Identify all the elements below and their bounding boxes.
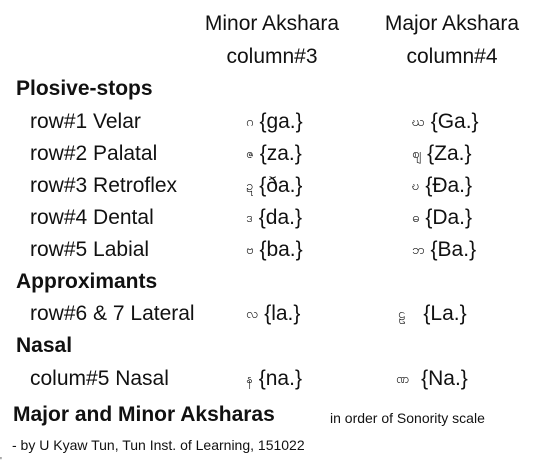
major-cell-dental (412, 206, 472, 230)
row-label-dental: row#4 Dental (30, 206, 154, 229)
minor-text-palatal: {za.} (259, 142, 302, 165)
row-label-retroflex: row#3 Retroflex (30, 174, 178, 197)
major-glyph-velar: ဃ (412, 115, 425, 130)
section-plosive-stops: Plosive-stops (16, 77, 153, 100)
minor-text-dental: {da.} (258, 206, 303, 229)
minor-glyph-retroflex: ဍ (246, 179, 254, 194)
row-label-lateral: row#6 & 7 Lateral (30, 302, 195, 325)
major-text-labial: {Ba.} (430, 238, 477, 261)
major-cell-lateral (398, 302, 467, 326)
minor-text-velar: {ga.} (259, 110, 303, 133)
minor-cell-labial (246, 238, 303, 262)
minor-text-labial: {ba.} (259, 238, 303, 261)
major-cell-retroflex (412, 174, 472, 198)
row-label-nasal: colum#5 Nasal (30, 367, 169, 390)
footer-title: Major and Minor Aksharas (13, 403, 275, 426)
minor-glyph-dental: ဒ (246, 211, 253, 226)
minor-glyph-lateral: လ (246, 307, 259, 322)
row-label-palatal: row#2 Palatal (30, 142, 158, 165)
footer-subtitle: in order of Sonority scale (330, 410, 485, 426)
minor-text-lateral: {la.} (264, 302, 301, 325)
row-label-velar: row#1 Velar (30, 110, 141, 133)
minor-cell-nasal (246, 367, 302, 391)
major-glyph-palatal: ဈ (412, 147, 422, 162)
minor-header-line1: Minor Akshara (204, 12, 340, 35)
footer-credit: - by U Kyaw Tun, Tun Inst. of Learning, 151022 (12, 437, 305, 453)
major-text-lateral: {La.} (423, 302, 467, 325)
minor-cell-retroflex (246, 174, 302, 198)
major-cell-palatal (412, 142, 472, 166)
major-header-line2: column#4 (406, 45, 498, 68)
major-glyph-dental: ဓ (412, 211, 420, 226)
major-text-dental: {Da.} (425, 206, 473, 229)
major-glyph-labial: ဘ (412, 243, 425, 258)
major-glyph-retroflex: ဎ (412, 179, 420, 194)
minor-glyph-velar: ဂ (246, 115, 254, 130)
minor-glyph-nasal: န (246, 372, 253, 387)
minor-cell-palatal (246, 142, 302, 166)
row-label-labial: row#5 Labial (30, 238, 150, 261)
major-cell-labial (412, 238, 476, 262)
minor-cell-dental (246, 206, 302, 230)
minor-cell-lateral (246, 302, 300, 326)
minor-text-retroflex: {ða.} (259, 174, 303, 197)
major-text-palatal: {Za.} (427, 142, 472, 165)
major-cell-velar (412, 110, 479, 134)
major-text-velar: {Ga.} (430, 110, 479, 133)
minor-glyph-labial: ဗ (246, 243, 254, 258)
section-approximants: Approximants (16, 270, 158, 293)
major-glyph-lateral: ဠ (398, 307, 406, 322)
major-header-line1: Major Akshara (384, 12, 520, 35)
major-glyph-nasal: ဏ (396, 372, 410, 387)
minor-glyph-palatal: ဇ (246, 147, 254, 162)
corner-mark: ' (0, 456, 2, 467)
major-text-retroflex: {Ða.} (425, 174, 473, 197)
section-nasal: Nasal (16, 334, 73, 357)
minor-text-nasal: {na.} (258, 367, 302, 390)
major-text-nasal: {Na.} (421, 367, 468, 390)
minor-cell-velar (246, 110, 303, 134)
major-cell-nasal (396, 367, 468, 391)
minor-header-line2: column#3 (226, 45, 318, 68)
